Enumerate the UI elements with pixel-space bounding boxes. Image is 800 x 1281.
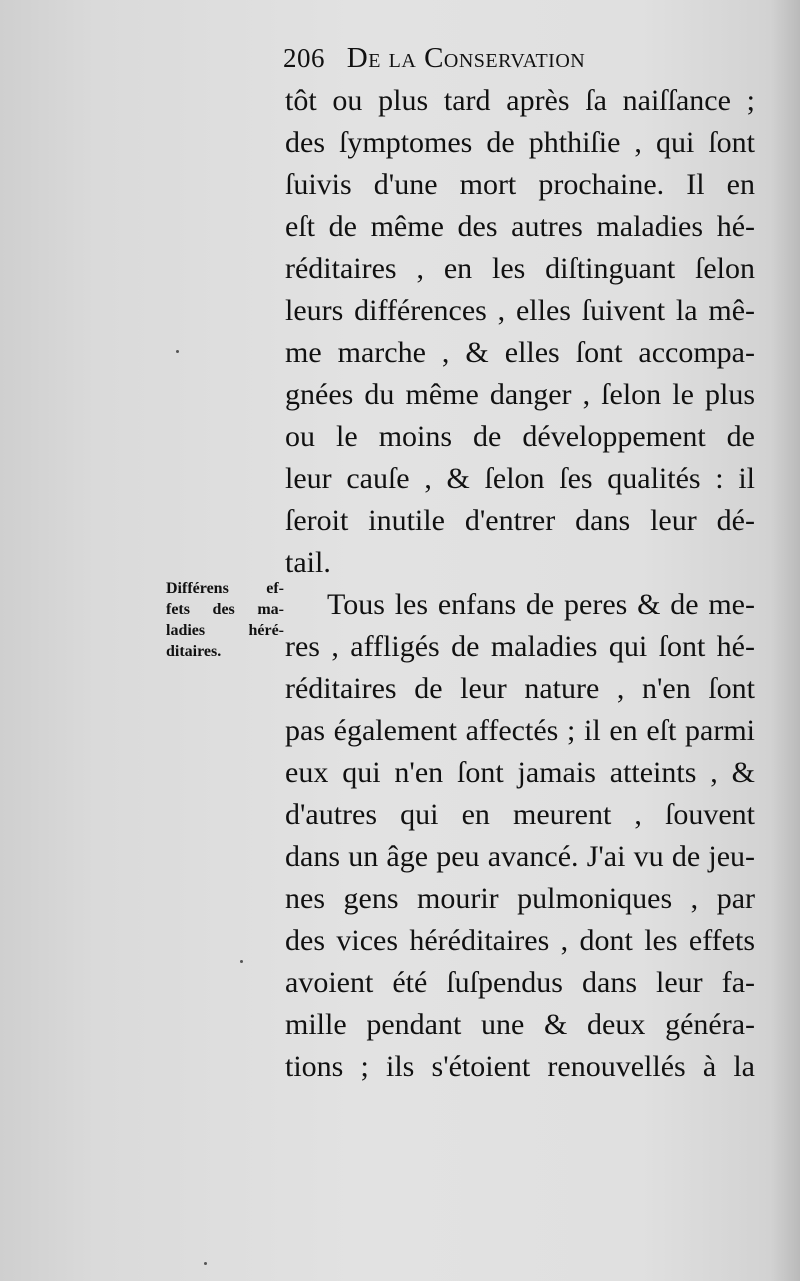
- text-line: réditaires de leur nature , n'en ſont: [285, 672, 755, 705]
- text-line: me marche , & elles ſont accompa-: [285, 336, 755, 369]
- text-line: res , affligés de maladies qui ſont hé-: [285, 630, 755, 663]
- text-line: tôt ou plus tard après ſa naiſſance ;: [285, 84, 755, 117]
- margin-note-line: ladies héré-: [166, 622, 284, 639]
- running-title: De la Conservation: [346, 42, 586, 74]
- margin-note-line: Différens ef-: [166, 580, 284, 597]
- paper-speck: [176, 350, 179, 353]
- margin-note-line: ditaires.: [166, 643, 222, 660]
- text-line: mille pendant une & deux généra-: [285, 1008, 755, 1041]
- margin-note-line: fets des ma-: [166, 601, 284, 618]
- body-text: [285, 80, 755, 1088]
- text-line: dans un âge peu avancé. J'ai vu de jeu-: [285, 840, 755, 873]
- text-line: ſuivis d'une mort prochaine. Il en: [285, 168, 755, 201]
- text-line: réditaires , en les diſtinguant ſelon: [285, 252, 755, 285]
- text-line: leurs différences , elles ſuivent la mê-: [285, 294, 755, 327]
- text-line: leur cauſe , & ſelon ſes qualités : il: [285, 462, 755, 495]
- text-line: Tous les enfans de peres & de me-: [327, 588, 755, 621]
- page-edge-shadow: [770, 0, 800, 1281]
- text-line: des vices héréditaires , dont les effets: [285, 924, 755, 957]
- paper-speck: [204, 1262, 207, 1265]
- page-header: [283, 38, 683, 78]
- text-line: ſeroit inutile d'entrer dans leur dé-: [285, 504, 755, 537]
- text-line: gnées du même danger , ſelon le plus: [285, 378, 755, 411]
- text-line: eſt de même des autres maladies hé-: [285, 210, 755, 243]
- page-number: 206: [283, 43, 325, 73]
- paragraph-1: [285, 80, 755, 584]
- text-line: nes gens mourir pulmoniques , par: [285, 882, 755, 915]
- text-line: des ſymptomes de phthiſie , qui ſont: [285, 126, 755, 159]
- text-line: tions ; ils s'étoient renouvellés à la: [285, 1050, 755, 1083]
- paragraph-2: [285, 584, 755, 1088]
- text-line: eux qui n'en ſont jamais atteints , &: [285, 756, 755, 789]
- text-line: avoient été ſuſpendus dans leur fa-: [285, 966, 755, 999]
- text-line: pas également affectés ; il en eſt parmi: [285, 714, 755, 747]
- text-line: tail.: [285, 546, 331, 579]
- margin-note: [166, 578, 284, 662]
- text-line: d'autres qui en meurent , ſouvent: [285, 798, 755, 831]
- paper-speck: [240, 960, 243, 963]
- text-line: ou le moins de développement de: [285, 420, 755, 453]
